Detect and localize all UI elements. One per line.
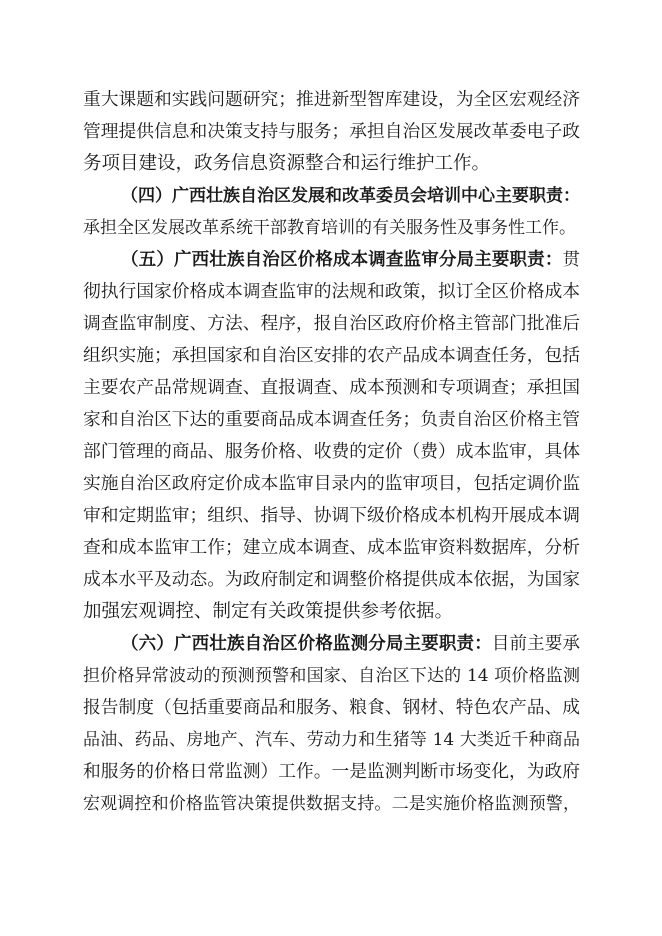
paragraph-line: 重大课题和实践问题研究；推进新型智库建设，为全区宏观经济 xyxy=(83,90,581,110)
paragraph-line: 主要农产品常规调查、直报调查、成本预测和专项调查；承担国 xyxy=(83,378,581,398)
section-5-heading: （五）广西壮族自治区价格成本调查监审分局主要职责： xyxy=(121,250,563,270)
paragraph-line: 彻执行国家价格成本调查监审的法规和政策，拟订全区价格成本 xyxy=(83,282,581,302)
section-4-heading: （四）广西壮族自治区发展和改革委员会培训中心主要职责： xyxy=(121,186,580,206)
paragraph-line: 审和定期监审；组织、指导、协调下级价格成本机构开展成本调 xyxy=(83,506,581,526)
section-5 xyxy=(83,244,580,628)
section-6-heading-line xyxy=(83,628,580,660)
paragraph-line: 加强宏观调控、制定有关政策提供参考依据。 xyxy=(83,601,454,622)
section-6-heading: （六）广西壮族自治区价格监测分局主要职责： xyxy=(121,634,492,654)
paragraph-line: 管理提供信息和决策支持与服务；承担自治区发展改革委电子政 xyxy=(83,122,581,142)
section-6 xyxy=(83,628,580,820)
paragraph-line: 组织实施；承担国家和自治区安排的农产品成本调查任务，包括 xyxy=(83,346,581,366)
paragraph-text: 贯 xyxy=(562,250,580,270)
paragraph-text: 目前主要承 xyxy=(491,634,580,654)
section-intro xyxy=(83,84,580,180)
paragraph-line: 务项目建设，政务信息资源整合和运行维护工作。 xyxy=(83,153,491,174)
paragraph-line: 品油、药品、房地产、汽车、劳动力和生猪等 14 大类近千种商品 xyxy=(83,730,580,750)
section-5-heading-line xyxy=(83,244,580,276)
paragraph-line: 调查监审制度、方法、程序，报自治区政府价格主管部门批准后 xyxy=(83,314,581,334)
paragraph-line: 担价格异常波动的预测预警和国家、自治区下达的 14 项价格监测 xyxy=(83,666,580,686)
paragraph-line: 报告制度（包括重要商品和服务、粮食、钢材、特色农产品、成 xyxy=(83,698,581,718)
paragraph-line: 成本水平及动态。为政府制定和调整价格提供成本依据，为国家 xyxy=(83,570,581,590)
paragraph-line: 部门管理的商品、服务价格、收费的定价（费）成本监审，具体 xyxy=(83,442,581,462)
section-4-heading-line xyxy=(83,180,580,212)
paragraph-line: 实施自治区政府定价成本监审目录内的监审项目，包括定调价监 xyxy=(83,474,581,494)
paragraph-line: 查和成本监审工作；建立成本调查、成本监审资料数据库，分析 xyxy=(83,538,581,558)
document-page xyxy=(83,84,580,820)
paragraph-line: 和服务的价格日常监测）工作。一是监测判断市场变化，为政府 xyxy=(83,762,581,782)
section-4 xyxy=(83,180,580,244)
paragraph-line: 承担全区发展改革系统干部教育培训的有关服务性及事务性工作。 xyxy=(83,218,576,238)
paragraph-line: 宏观调控和价格监管决策提供数据支持。二是实施价格监测预警， xyxy=(83,794,580,814)
paragraph-line: 家和自治区下达的重要商品成本调查任务；负责自治区价格主管 xyxy=(83,410,581,430)
